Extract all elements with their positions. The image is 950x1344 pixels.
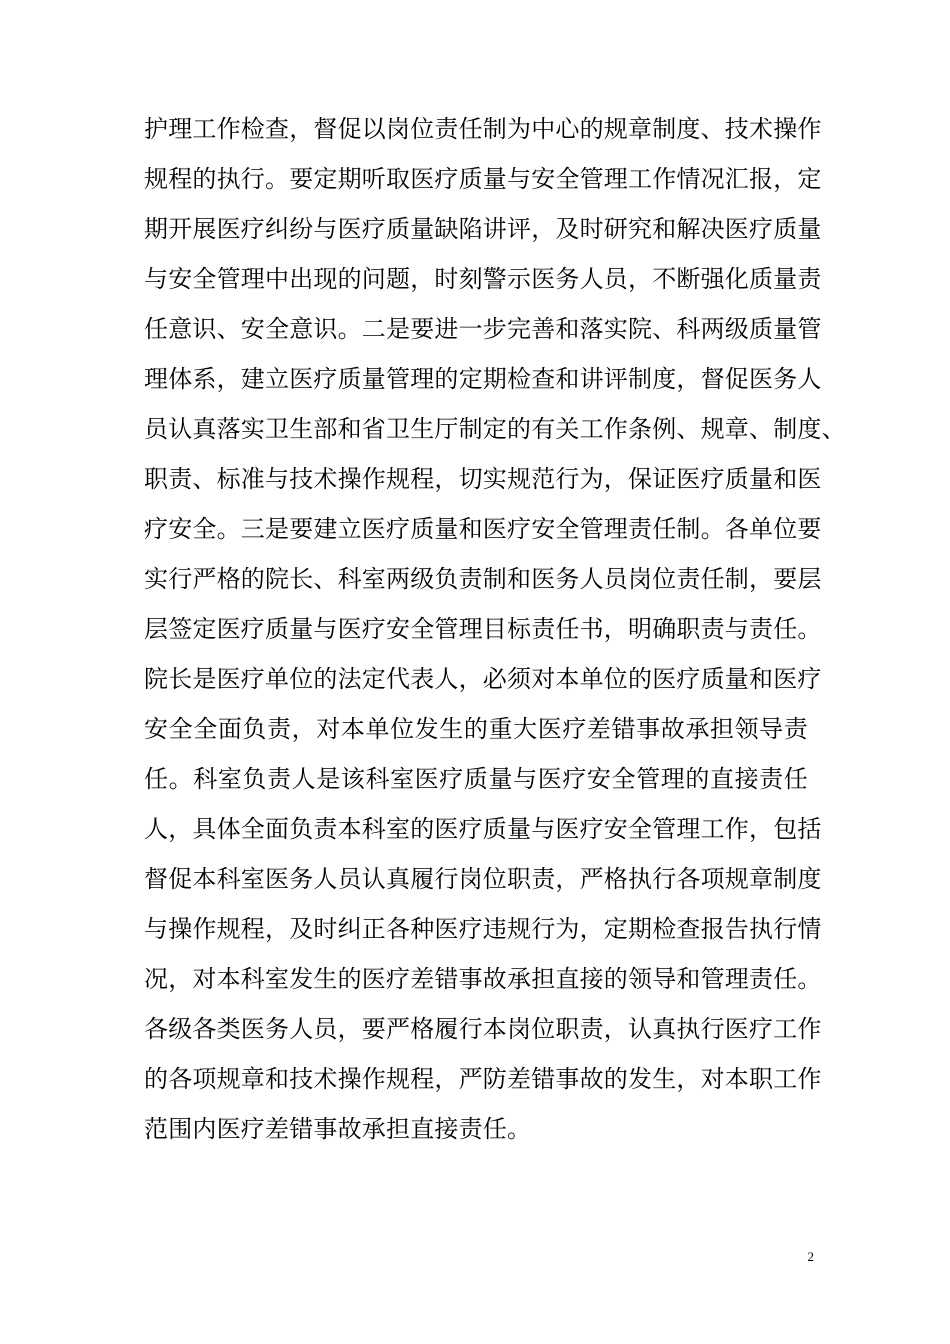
text-line: 安全全面负责，对本单位发生的重大医疗差错事故承担领导责 xyxy=(144,715,808,743)
text-line: 层签定医疗质量与医疗安全管理目标责任书，明确职责与责任。 xyxy=(144,615,822,643)
text-line: 督促本科室医务人员认真履行岗位职责，严格执行各项规章制度 xyxy=(144,865,822,893)
text-line: 理体系，建立医疗质量管理的定期检查和讲评制度，督促医务人 xyxy=(144,365,822,393)
text-line: 任意识、安全意识。二是要进一步完善和落实院、科两级质量管 xyxy=(144,315,822,343)
body-paragraph xyxy=(144,104,846,1154)
text-line: 范围内医疗差错事故承担直接责任。 xyxy=(144,1115,532,1143)
text-line: 规程的执行。要定期听取医疗质量与安全管理工作情况汇报，定 xyxy=(144,165,822,193)
text-line: 各级各类医务人员，要严格履行本岗位职责，认真执行医疗工作 xyxy=(144,1015,822,1043)
text-line: 期开展医疗纠纷与医疗质量缺陷讲评，及时研究和解决医疗质量 xyxy=(144,215,822,243)
page-number: 2 xyxy=(807,1249,814,1264)
text-line: 疗安全。三是要建立医疗质量和医疗安全管理责任制。各单位要 xyxy=(144,515,822,543)
text-line: 员认真落实卫生部和省卫生厅制定的有关工作条例、规章、制度、 xyxy=(144,415,846,443)
text-line: 任。科室负责人是该科室医疗质量与医疗安全管理的直接责任 xyxy=(144,765,808,793)
text-line: 人，具体全面负责本科室的医疗质量与医疗安全管理工作，包括 xyxy=(144,815,822,843)
text-line: 与操作规程，及时纠正各种医疗违规行为，定期检查报告执行情 xyxy=(144,915,822,943)
text-line: 实行严格的院长、科室两级负责制和医务人员岗位责任制，要层 xyxy=(144,565,822,593)
text-line: 护理工作检查，督促以岗位责任制为中心的规章制度、技术操作 xyxy=(144,115,822,143)
text-line: 况，对本科室发生的医疗差错事故承担直接的领导和管理责任。 xyxy=(144,965,822,993)
text-line: 的各项规章和技术操作规程，严防差错事故的发生，对本职工作 xyxy=(144,1065,822,1093)
text-line: 职责、标准与技术操作规程，切实规范行为，保证医疗质量和医 xyxy=(144,465,822,493)
text-line: 与安全管理中出现的问题，时刻警示医务人员，不断强化质量责 xyxy=(144,265,822,293)
text-line: 院长是医疗单位的法定代表人，必须对本单位的医疗质量和医疗 xyxy=(144,665,822,693)
